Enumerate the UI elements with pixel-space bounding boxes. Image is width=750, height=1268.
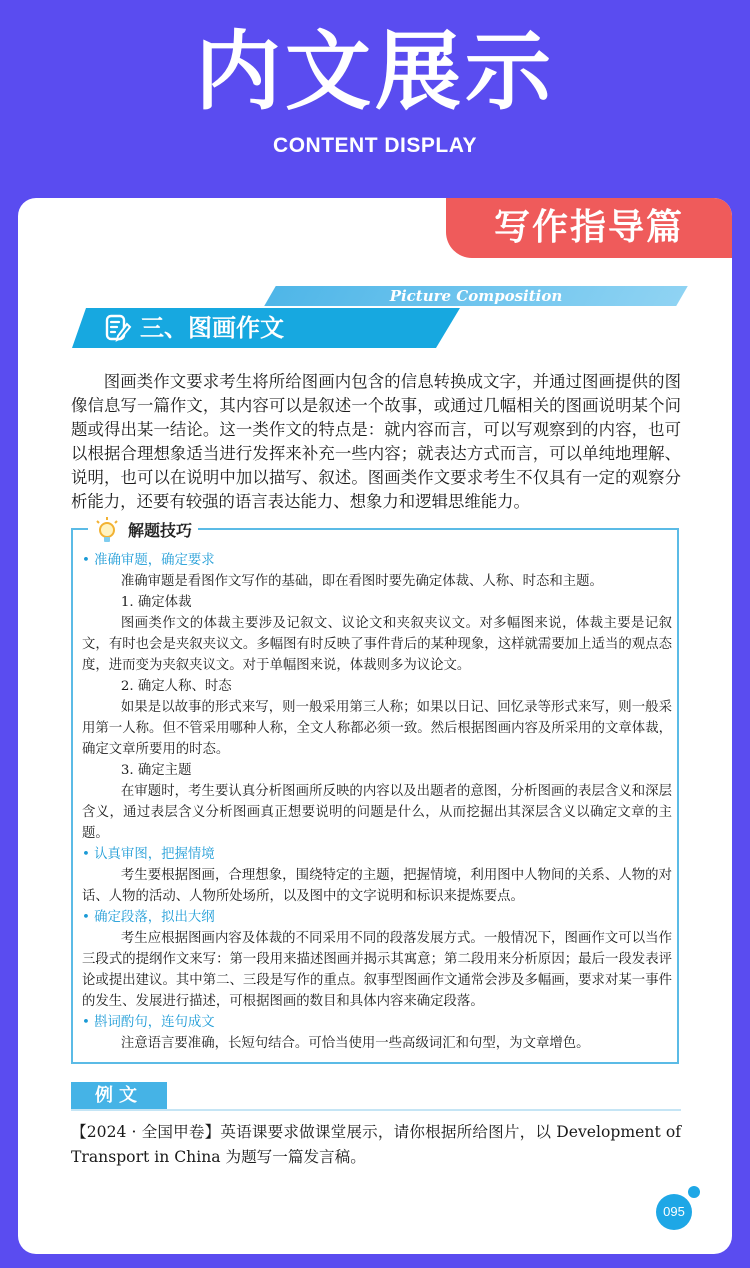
tip-body: 考生要根据图画，合理想象，围绕特定的主题，把握情境，利用图中人物间的关系、人物的对话、人物的活动、人物所处场所，以及图中的文字说明和标识来提炼要点。	[82, 868, 672, 904]
lightbulb-icon	[92, 516, 122, 546]
tip-heading: • 认真审图，把握情境	[82, 844, 672, 865]
section-ribbon-label: Picture Composition	[389, 287, 563, 305]
tips-label: 解题技巧	[128, 521, 193, 540]
example-tab: 例文	[71, 1082, 167, 1110]
tip-subtitle: 1. 确定体裁	[120, 595, 192, 610]
category-badge: 写作指导篇	[446, 198, 732, 258]
example-divider	[71, 1109, 681, 1111]
content-card	[18, 198, 732, 1254]
page-number-dot	[688, 1186, 700, 1198]
tip-body: 考生应根据图画内容及体裁的不同采用不同的段落发展方式。一般情况下，图画作文可以当作三段式的提纲作文来写：第一段用来描述图画并揭示其寓意；第二段用来分析原因；最后一段发表评论或提出建议。其中第二、三段是写作的重点。叙事型图画作文通常会涉及多幅画，要求对某一事件的发生、发展进行描述，可根据图画的数目和具体内容来确定段落。	[82, 931, 672, 1009]
tip-subtitle: 3. 确定主题	[120, 763, 192, 778]
example-prompt: 【2024 · 全国甲卷】英语课要求做课堂展示，请你根据所给图片，以 Development of Transport in China 为题写一篇发言稿。	[71, 1123, 681, 1166]
hero-title: 内文展示	[195, 22, 555, 122]
hero-subtitle: CONTENT DISPLAY	[273, 134, 477, 157]
tip-heading: • 斟词酌句，连句成文	[82, 1012, 672, 1033]
tips-content	[82, 550, 672, 1054]
section-title: 三、图画作文	[140, 314, 284, 342]
tip-heading: • 确定段落，拟出大纲	[82, 907, 672, 928]
tip-body: 注意语言要准确，长短句结合。可恰当使用一些高级词汇和句型，为文章增色。	[120, 1036, 590, 1051]
tip-heading: • 准确审题，确定要求	[82, 550, 672, 571]
tip-body: 在审题时，考生要认真分析图画所反映的内容以及出题者的意图，分析图画的表层含义和深层含义，通过表层含义分析图画真正想要说明的问题是什么，从而挖掘出其深层含义以确定文章的主题。	[82, 784, 672, 841]
tip-subtitle: 2. 确定人称、时态	[120, 679, 232, 694]
tip-body: 准确审题是看图作文写作的基础，即在看图时要先确定体裁、人称、时态和主题。	[120, 574, 603, 589]
intro-paragraph: 图画类作文要求考生将所给图画内包含的信息转换成文字，并通过图画提供的图像信息写一篇作文，其内容可以是叙述一个故事，或通过几幅相关的图画说明某个问题或得出某一结论。这一类作文的特点是：就内容而言，可以写观察到的内容，也可以根据合理想象适当进行发挥来补充一些内容；就表达方式而言，可以单纯地理解、说明，也可以在说明中加以描写、叙述。图画类作文要求考生不仅具有一定的观察分析能力，还要有较强的语言表达能力、想象力和逻辑思维能力。	[71, 372, 681, 511]
tip-body: 如果是以故事的形式来写，则一般采用第三人称；如果以日记、回忆录等形式来写，则一般采用第一人称。但不管采用哪种人称，全文人称都必须一致。然后根据图画内容及所采用的文章体裁，确定文章所要用的时态。	[82, 700, 672, 757]
document-pen-icon	[104, 314, 132, 342]
tip-body: 图画类作文的体裁主要涉及记叙文、议论文和夹叙夹议文。对多幅图来说，体裁主要是记叙文，有时也会是夹叙夹议文。多幅图有时反映了事件背后的某种现象，这样就需要加上适当的观点态度，进而变为夹叙夹议文。对于单幅图来说，体裁则多为议论文。	[82, 616, 672, 673]
page-number: 095	[656, 1194, 692, 1230]
